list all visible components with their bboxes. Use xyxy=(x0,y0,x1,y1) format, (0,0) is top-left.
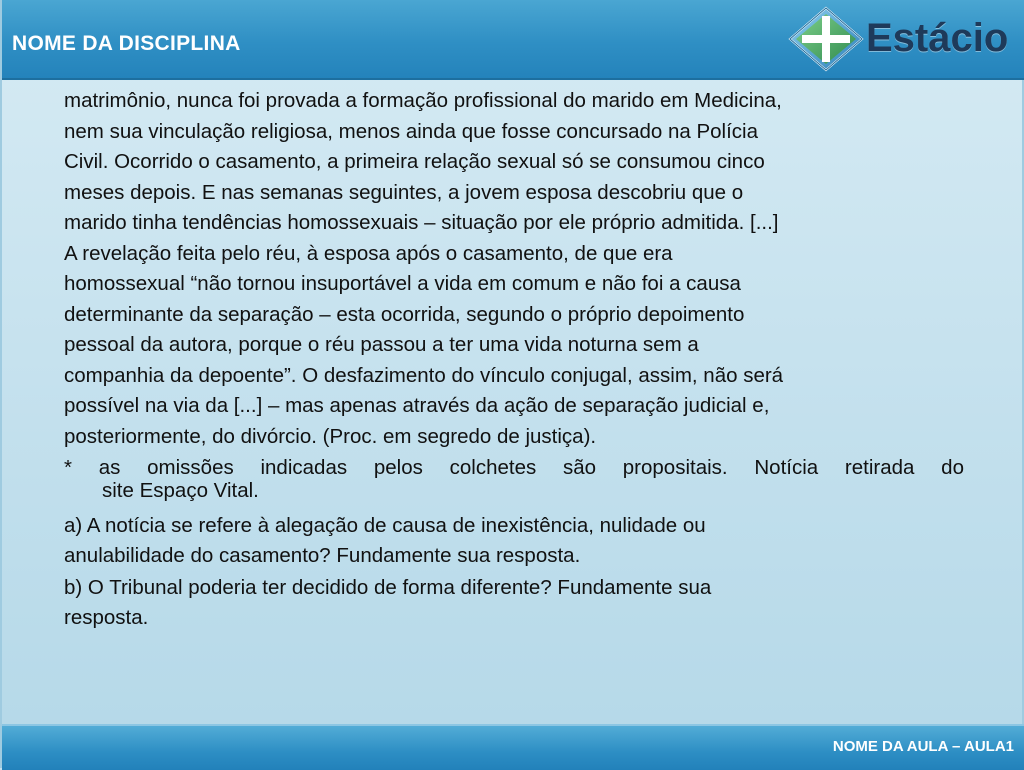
slide-content xyxy=(64,86,964,633)
paragraph-line: A revelação feita pelo réu, à esposa após o casamento, de que era xyxy=(64,241,673,265)
paragraph-line: meses depois. E nas semanas seguintes, a jovem esposa descobriu que o xyxy=(64,180,744,204)
footnote-line: * as omissões indicadas pelos colchetes são propositais. Notícia retirada do xyxy=(64,456,964,479)
header-bar xyxy=(2,0,1024,80)
paragraph-line: companhia da depoente”. O desfazimento do vínculo conjugal, assim, não será xyxy=(64,363,784,387)
paragraph-line: nem sua vinculação religiosa, menos ainda que fosse concursado na Polícia xyxy=(64,119,758,143)
footer-bar xyxy=(2,724,1024,770)
question-b: b) O Tribunal poderia ter decidido de forma diferente? Fundamente sua xyxy=(64,575,712,599)
estacio-logo xyxy=(788,6,1024,72)
paragraph-line: determinante da separação – esta ocorrida, segundo o próprio depoimento xyxy=(64,302,745,326)
paragraph-line: homossexual “não tornou insuportável a vida em comum e não foi a causa xyxy=(64,272,741,295)
paragraph-line: marido tinha tendências homossexuais – situação por ele próprio admitida. [...] xyxy=(64,211,779,234)
footnote-line: site Espaço Vital. xyxy=(102,479,259,502)
question-b-continued: resposta. xyxy=(64,605,149,629)
paragraph-line: possível na via da [...] – mas apenas através da ação de separação judicial e, xyxy=(64,394,770,417)
paragraph-line: Civil. Ocorrido o casamento, a primeira relação sexual só se consumou cinco xyxy=(64,150,765,173)
paragraph-line: matrimônio, nunca foi provada a formação profissional do marido em Medicina, xyxy=(64,89,782,112)
discipline-title: NOME DA DISCIPLINA xyxy=(12,32,241,55)
question-a-continued: anulabilidade do casamento? Fundamente sua resposta. xyxy=(64,544,581,567)
paragraph-line: pessoal da autora, porque o réu passou a ter uma vida noturna sem a xyxy=(64,333,699,356)
lesson-title: NOME DA AULA – AULA1 xyxy=(832,738,1014,755)
paragraph-line: posteriormente, do divórcio. (Proc. em segredo de justiça). xyxy=(64,424,597,448)
logo-emblem-icon xyxy=(788,6,864,72)
question-a: a) A notícia se refere à alegação de causa de inexistência, nulidade ou xyxy=(64,514,706,537)
logo-wordmark: Estácio xyxy=(866,16,1009,60)
